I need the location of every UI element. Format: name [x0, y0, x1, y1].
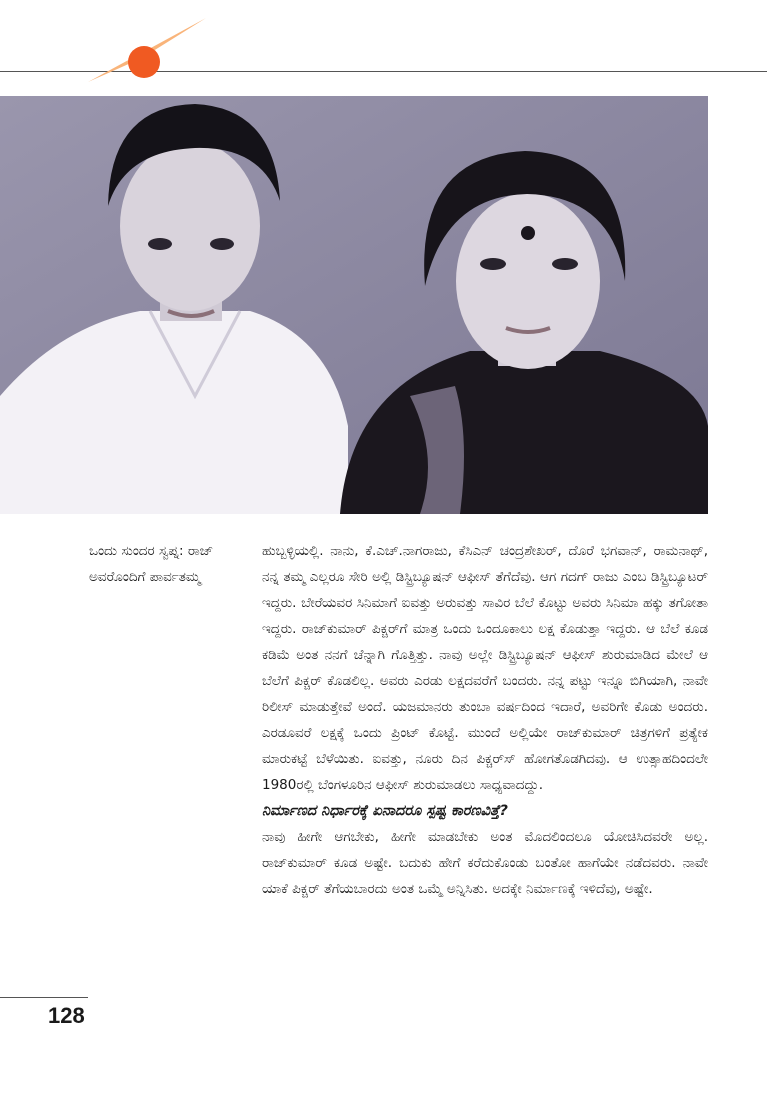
article-paragraph: ನಾವು ಹೀಗೇ ಆಗಬೇಕು, ಹೀಗೇ ಮಾಡಬೇಕು ಅಂತ ಮೊದಲಿಂದಲೂ ಯೋಚಿಸಿದವರೇ ಅಲ್ಲ. ರಾಜ್‌ಕುಮಾರ್ ಕೂಡ ಅಷ್ಟೇ. ಬದುಕು ಹೇಗೆ ಕರೆದುಕೊಂಡು ಬಂತೋ ಹಾಗೆಯೇ ನಡೆದವರು. ನಾವೇ ಯಾಕೆ ಪಿಕ್ಚರ್ ತೆಗೆಯಬಾರದು ಅಂತ ಒಮ್ಮೆ ಅನ್ನಿಸಿತು. ಅದಕ್ಕೇ ನಿರ್ಮಾಣಕ್ಕೆ ಇಳಿದೆವು, ಅಷ್ಟೇ.: [262, 829, 708, 897]
publisher-logo-icon: [88, 18, 208, 88]
article-body: [262, 538, 708, 902]
article-paragraph: ಹುಬ್ಬಳ್ಳಿಯಲ್ಲಿ. ನಾನು, ಕೆ.ಎಚ್.ನಾಗರಾಜು, ಕೆಸಿಎನ್ ಚಂದ್ರಶೇಖರ್, ದೊರೆ ಭಗವಾನ್, ರಾಮನಾಥ್, ನನ್ನ ತಮ್ಮ ಎಲ್ಲರೂ ಸೇರಿ ಅಲ್ಲಿ ಡಿಸ್ಟ್ರಿಬ್ಯೂಷನ್ ಆಫೀಸ್ ತೆಗೆದೆವು. ಆಗ ಗದಗ್ ರಾಜು ಎಂಬ ಡಿಸ್ಟ್ರಿಬ್ಯೂಟರ್ ಇದ್ದರು. ಬೇರೆಯವರ ಸಿನಿಮಾಗೆ ಐವತ್ತು ಅರುವತ್ತು ಸಾವಿರ ಬೆಲೆ ಕೊಟ್ಟು ಅವರು ಸಿನಿಮಾ ಹಕ್ಕು ತಗೋತಾ ಇದ್ದರು. ರಾಜ್‌ಕುಮಾರ್ ಪಿಕ್ಚರ್‌ಗೆ ಮಾತ್ರ ಒಂದು ಒಂದೂಕಾಲು ಲಕ್ಷ ಕೊಡುತ್ತಾ ಇದ್ದರು. ಆ ಬೆಲೆ ಕೂಡ ಕಡಿಮೆ ಅಂತ ನನಗೆ ಚೆನ್ನಾಗಿ ಗೊತ್ತಿತ್ತು. ನಾವು ಅಲ್ಲೇ ಡಿಸ್ಟ್ರಿಬ್ಯೂಷನ್ ಆಫೀಸ್ ಶುರುಮಾಡಿದ ಮೇಲೆ ಆ ಬೆಲೆಗೆ ಪಿಕ್ಚರ್ ಕೊಡಲಿಲ್ಲ. ಅವರು ಎರಡು ಲಕ್ಷದವರೆಗೆ ಬಂದರು. ನನ್ನ ಪಟ್ಟು ಇನ್ನೂ ಬಿಗಿಯಾಗಿ, ನಾವೇ ರಿಲೀಸ್ ಮಾಡುತ್ತೇವೆ ಅಂದೆ. ಯಜಮಾನರು ತುಂಬಾ ವರ್ಷದಿಂದ ಇದಾರೆ, ಅವರಿಗೇ ಕೊಡು ಅಂದರು. ಎರಡೂವರೆ ಲಕ್ಷಕ್ಕೆ ಒಂದು ಪ್ರಿಂಟ್ ಕೊಟ್ಟೆ. ಮುಂದೆ ಅಲ್ಲಿಯೇ ರಾಜ್‌ಕುಮಾರ್ ಚಿತ್ರಗಳಿಗೆ ಪ್ರತ್ಯೇಕ ಮಾರುಕಟ್ಟೆ ಬೆಳೆಯಿತು. ಐವತ್ತು, ನೂರು ದಿನ ಪಿಕ್ಚರ್‌ಸ್ ಹೋಗತೊಡಗಿದವು. ಆ ಉತ್ಸಾಹದಿಂದಲೇ 1980ರಲ್ಲಿ ಬೆಂಗಳೂರಿನ ಆಫೀಸ್ ಶುರುಮಾಡಲು ಸಾಧ್ಯವಾದದ್ದು.: [262, 543, 708, 793]
footer-rule: [0, 997, 88, 998]
portrait-photo-illustration: [0, 96, 708, 514]
interview-question: ನಿರ್ಮಾಣದ ನಿರ್ಧಾರಕ್ಕೆ ಏನಾದರೂ ಸ್ಪಷ್ಟ ಕಾರಣವಿತ್ತೆ?: [262, 803, 508, 819]
page-number: 128: [48, 1003, 85, 1028]
portrait-photo: [0, 96, 708, 514]
logo-dot: [128, 46, 160, 78]
photo-caption: ಒಂದು ಸುಂದರ ಸ್ವಪ್ನ: ರಾಜ್ ಅವರೊಂದಿಗೆ ಪಾರ್ವತಮ್ಮ: [89, 543, 214, 585]
